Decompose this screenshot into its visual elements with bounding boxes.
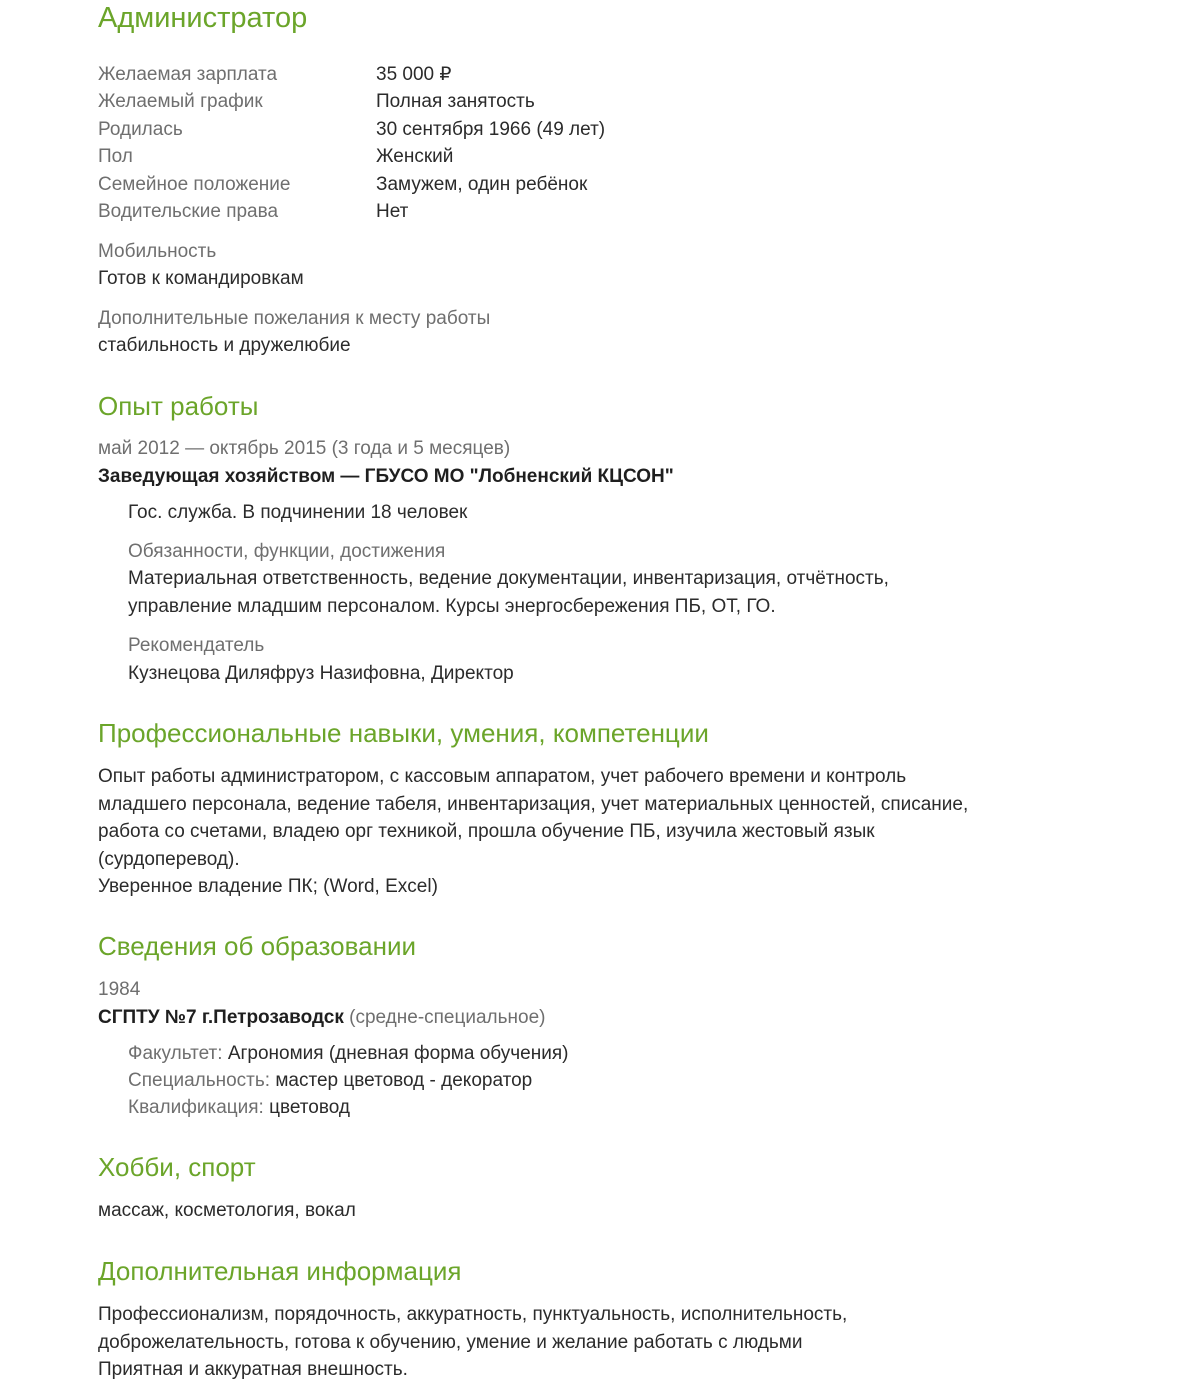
experience-info: Гос. служба. В подчинении 18 человек [128,502,468,523]
skills-line: Опыт работы администратором, с кассовым аппаратом, учет рабочего времени и контроль [98,766,907,787]
qualification-label: Квалификация: [128,1097,264,1118]
education-heading: Сведения об образовании [98,931,417,961]
skills-line: работа со счетами, владею орг техникой, прошла обучение ПБ, изучила жестовый язык [98,821,875,842]
specialty-value: мастер цветовод - декоратор [275,1070,533,1091]
experience-period: май 2012 — октябрь 2015 (3 года и 5 месяцев) [98,438,511,459]
additional-heading: Дополнительная информация [98,1256,462,1286]
mobility-value: Готов к командировкам [98,268,304,289]
info-value: 35 000 ₽ [376,64,452,85]
additional-line: Приятная и аккуратная внешность. [98,1359,408,1380]
info-value: Нет [376,201,409,222]
skills-line: Уверенное владение ПК; (Word, Excel) [98,876,438,897]
additional-text [98,1301,847,1384]
duties-line: Материальная ответственность, ведение документации, инвентаризация, отчётность, [128,568,889,589]
mobility-label: Мобильность [98,241,217,262]
faculty-value: Агрономия (дневная форма обучения) [227,1043,569,1064]
info-value: Полная занятость [376,91,535,112]
info-label: Пол [98,146,133,167]
info-value: 30 сентября 1966 (49 лет) [376,119,606,140]
hobby-text: массаж, косметология, вокал [98,1200,356,1221]
info-label: Желаемая зарплата [98,64,278,85]
education-level: (средне-специальное) [349,1007,546,1028]
info-label: Желаемый график [98,91,263,112]
info-row-gender [98,143,1098,170]
skills-line: (сурдоперевод). [98,848,240,870]
education-faculty [128,1040,568,1067]
additional-line: Профессионализм, порядочность, аккуратность, пунктуальность, исполнительность, [98,1304,848,1325]
qualification-value: цветовод [269,1097,350,1118]
hobby-heading: Хобби, спорт [98,1152,256,1182]
skills-heading: Профессиональные навыки, умения, компетенции [98,718,709,748]
education-institution-line [98,1004,546,1031]
referee-value: Кузнецова Диляфруз Назифовна, Директор [128,663,514,684]
skills-text [98,763,968,901]
duties-line: управление младшим персоналом. Курсы энергосбережения ПБ, ОТ, ГО. [128,595,776,617]
education-institution: СГПТУ №7 г.Петрозаводск [98,1007,344,1028]
education-specialty [128,1067,532,1094]
faculty-label: Факультет: [128,1043,223,1064]
info-label: Родилась [98,119,183,140]
info-value: Замужем, один ребёнок [376,174,588,195]
info-row-schedule [98,88,1098,115]
skills-line: младшего персонала, ведение табеля, инвентаризация, учет материальных ценностей, списание, [98,793,969,815]
wishes-label: Дополнительные пожелания к месту работы [98,308,491,329]
info-row-family [98,171,1098,198]
duties-text [128,565,889,620]
experience-heading: Опыт работы [98,391,259,421]
education-year: 1984 [98,979,141,1000]
experience-position: Заведующая хозяйством — ГБУСО МО "Лобненский КЦСОН" [98,466,674,487]
info-row-salary [98,61,1098,88]
info-value: Женский [376,146,454,167]
info-label: Водительские права [98,201,279,222]
wishes-value: стабильность и дружелюбие [98,335,351,356]
info-row-birth [98,116,1098,143]
duties-label: Обязанности, функции, достижения [128,541,446,562]
info-row-license [98,198,1098,225]
education-qualification [128,1094,350,1121]
additional-line: доброжелательность, готова к обучению, умение и желание работать с людьми [98,1331,803,1353]
info-label: Семейное положение [98,174,291,195]
resume-title: Администратор [98,2,308,34]
specialty-label: Специальность: [128,1070,271,1091]
referee-label: Рекомендатель [128,635,265,656]
